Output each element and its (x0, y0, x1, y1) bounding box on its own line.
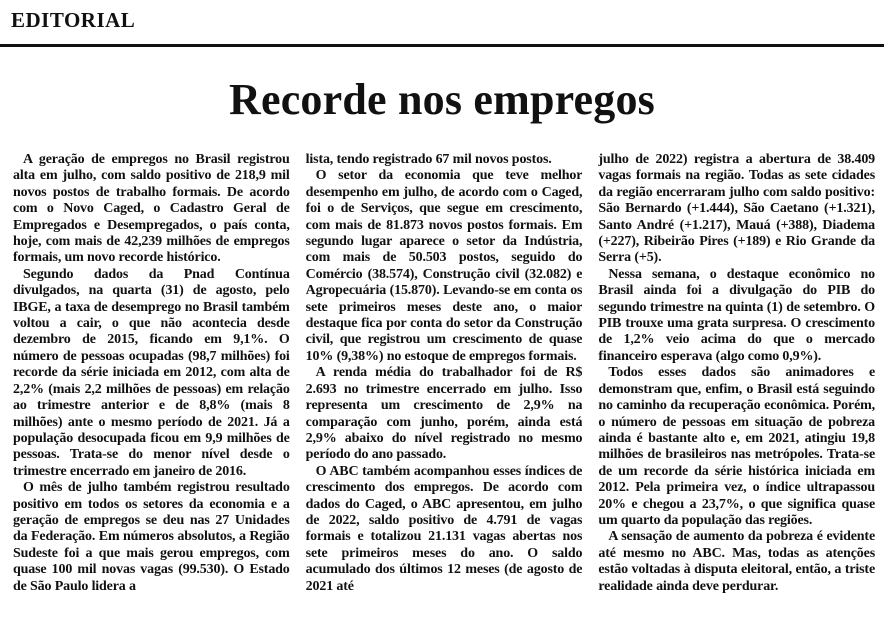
paragraph: A renda média do trabalhador foi de R$ 2.693 no trimestre encerrado em julho. Isso representa um crescimento de 2,9% na comparação com junho, porém, ainda está 2,9% abaixo do nível registrado no mesmo período do ano passado. (305, 365, 583, 463)
column-1 (13, 152, 290, 622)
headline: Recorde nos empregos (229, 75, 655, 124)
section-label: EDITORIAL (11, 8, 136, 32)
column-3 (598, 152, 875, 622)
column-2 (306, 152, 583, 622)
paragraph: O mês de julho também registrou resultado positivo em todos os setores da economia e a geração de empregos se deu nas 27 Unidades da Federação. Em números absolutos, a Região Sudeste foi a que mais gerou empregos, com quase 100 mil novas vagas (99.530). O Estado de São Paulo lidera a (13, 480, 290, 594)
paragraph: Todos esses dados são animadores e demonstram que, enfim, o Brasil está seguindo no caminho da recuperação econômica. Porém, o número de pessoas em situação de pobreza ainda é bastante alto e, em 2021, atingiu 19,8 milhões de brasileiros nas metrópoles. Trata-se de um recorde da série histórica iniciada em 2012. Pela primeira vez, o índice ultrapassou 20% e chegou a 23,7%, o que significa quase um quarto da população das regiões. (598, 365, 876, 528)
paragraph: A sensação de aumento da pobreza é evidente até mesmo no ABC. Mas, todas as atenções estão voltadas à disputa eleitoral, então, a triste realidade ainda deve perdurar. (598, 529, 876, 594)
section-rule (0, 44, 884, 47)
paragraph: Nessa semana, o destaque econômico no Brasil ainda foi a divulgação do PIB do segundo trimestre na quinta (1) de setembro. O PIB trouxe uma grata surpresa. O crescimento de 1,2% veio acima do que o mercado financeiro esperava (algo como 0,9%). (598, 266, 876, 364)
paragraph: O setor da economia que teve melhor desempenho em julho, de acordo com o Caged, foi o de Serviços, que segue em crescimento, com mais de 81.873 novos postos formais. Em segundo lugar aparece o setor da Indústria, com mais de 50.503 postos, seguido do Comércio (38.574), Construção civil (32.082) e Agropecuária (15.870). Levando-se em conta os sete primeiros meses deste ano, o maior destaque fica por conta do setor da Construção civil, que registrou um crescimento de quase 10% (9,38%) no estoque de empregos formais. (305, 168, 583, 364)
paragraph: Segundo dados da Pnad Contínua divulgados, na quarta (31) de agosto, pelo IBGE, a taxa de desemprego no Brasil também voltou a cair, o que não acontecia desde dezembro de 2015, ficando em 9,1%. O número de pessoas ocupadas (98,7 milhões) foi recorde da série iniciada em 2012, com alta de 2,2% (mais 2,2 milhões de pessoas) em relação ao trimestre anterior e de 8,8% (mais 8 milhões) ante o mesmo período de 2021. Já a população desocupada ficou em 9,9 milhões de pessoas. Trata-se do menor nível desde o trimestre encerrado em janeiro de 2016. (13, 266, 290, 479)
paragraph: lista, tendo registrado 67 mil novos postos. (305, 152, 552, 167)
paragraph: O ABC também acompanhou esses índices de crescimento dos empregos. De acordo com dados do Caged, o ABC apresentou, em julho de 2022, saldo positivo de 4.791 de vagas formais e totalizou 21.131 vagas abertas nos sete primeiros meses do ano. O saldo acumulado dos últimos 12 meses (de agosto de 2021 até (305, 463, 583, 594)
paragraph: julho de 2022) registra a abertura de 38.409 vagas formais na região. Todas as sete cidades da região encerraram julho com saldo positivo: São Bernardo (+1.444), São Caetano (+1.321), Santo André (+1.217), Mauá (+388), Diadema (+227), Ribeirão Pires (+189) e Rio Grande da Serra (+5). (598, 152, 876, 266)
paragraph: A geração de empregos no Brasil registrou alta em julho, com saldo positivo de 218,9 mil novos postos de trabalho formais. De acordo com o Novo Caged, o Cadastro Geral de Empregados e Desempregados, o país conta, hoje, com mais de 42,239 milhões de empregos formais, um novo recorde histórico. (13, 152, 290, 266)
article-body (13, 152, 875, 622)
